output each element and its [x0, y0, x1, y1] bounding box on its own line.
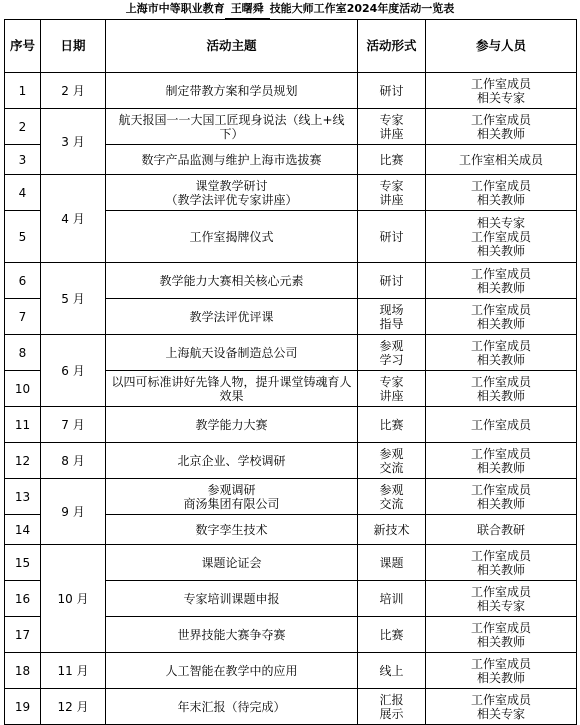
table-row: [5, 653, 577, 689]
table-header-row: [5, 20, 577, 73]
cell-people: 工作室成员 相关教师: [426, 653, 577, 689]
header-no: 序号: [5, 20, 41, 73]
cell-topic: 世界技能大赛争夺赛: [106, 617, 358, 653]
cell-no: 15: [5, 545, 41, 581]
cell-people: 工作室成员 相关教师: [426, 109, 577, 145]
cell-form: 研讨: [358, 263, 426, 299]
cell-topic: 人工智能在教学中的应用: [106, 653, 358, 689]
title-prefix: 上海市中等职业教育: [125, 2, 225, 15]
cell-no: 10: [5, 371, 41, 407]
cell-people: 工作室成员: [426, 407, 577, 443]
cell-people: 工作室成员 相关专家: [426, 73, 577, 109]
cell-date: 4 月: [41, 175, 106, 263]
cell-no: 12: [5, 443, 41, 479]
cell-form: 研讨: [358, 73, 426, 109]
cell-form: 现场 指导: [358, 299, 426, 335]
cell-people: 工作室相关成员: [426, 145, 577, 175]
title-year: 2024: [346, 2, 378, 15]
cell-people: 工作室成员 相关教师: [426, 617, 577, 653]
title-middle: 技能大师工作室: [269, 2, 347, 15]
cell-no: 19: [5, 689, 41, 725]
cell-people: 工作室成员 相关教师: [426, 299, 577, 335]
cell-date: 12 月: [41, 689, 106, 725]
cell-topic: 年末汇报（待完成）: [106, 689, 358, 725]
cell-form: 比赛: [358, 145, 426, 175]
cell-form: 专家 讲座: [358, 109, 426, 145]
table-row: [5, 263, 577, 299]
cell-no: 18: [5, 653, 41, 689]
document-title: [0, 0, 580, 18]
cell-people: 工作室成员 相关专家: [426, 581, 577, 617]
table-row: [5, 73, 577, 109]
cell-form: 专家 讲座: [358, 371, 426, 407]
cell-form: 参观 交流: [358, 443, 426, 479]
cell-no: 14: [5, 515, 41, 545]
cell-date: 11 月: [41, 653, 106, 689]
cell-no: 4: [5, 175, 41, 211]
cell-date: 7 月: [41, 407, 106, 443]
header-topic: 活动主题: [106, 20, 358, 73]
cell-people: 联合教研: [426, 515, 577, 545]
cell-topic: 教学能力大赛相关核心元素: [106, 263, 358, 299]
cell-no: 13: [5, 479, 41, 515]
cell-form: 参观 交流: [358, 479, 426, 515]
cell-topic: 以四可标准讲好先锋人物，提升课堂铸魂育人效果: [106, 371, 358, 407]
cell-date: 9 月: [41, 479, 106, 545]
cell-topic: 课堂教学研讨 （教学法评优专家讲座）: [106, 175, 358, 211]
header-date: 日期: [41, 20, 106, 73]
cell-people: 工作室成员 相关教师: [426, 263, 577, 299]
cell-topic: 专家培训课题申报: [106, 581, 358, 617]
table-row: [5, 545, 577, 581]
cell-form: 研讨: [358, 211, 426, 263]
header-people: 参与人员: [426, 20, 577, 73]
cell-people: 相关专家 工作室成员 相关教师: [426, 211, 577, 263]
cell-date: 6 月: [41, 335, 106, 407]
cell-date: 10 月: [41, 545, 106, 653]
cell-people: 工作室成员 相关教师: [426, 175, 577, 211]
table-row: [5, 689, 577, 725]
title-name: 王曙舜: [225, 0, 270, 19]
table-row: [5, 109, 577, 145]
cell-no: 1: [5, 73, 41, 109]
cell-date: 3 月: [41, 109, 106, 175]
cell-date: 2 月: [41, 73, 106, 109]
cell-people: 工作室成员 相关教师: [426, 443, 577, 479]
activity-table: [4, 19, 577, 725]
header-form: 活动形式: [358, 20, 426, 73]
cell-form: 比赛: [358, 617, 426, 653]
cell-form: 课题: [358, 545, 426, 581]
table-row: [5, 479, 577, 515]
cell-no: 5: [5, 211, 41, 263]
cell-no: 16: [5, 581, 41, 617]
cell-people: 工作室成员 相关教师: [426, 371, 577, 407]
cell-no: 17: [5, 617, 41, 653]
cell-people: 工作室成员 相关教师: [426, 545, 577, 581]
cell-form: 汇报 展示: [358, 689, 426, 725]
title-suffix: 年度活动一览表: [377, 2, 455, 15]
cell-topic: 北京企业、学校调研: [106, 443, 358, 479]
cell-topic: 教学能力大赛: [106, 407, 358, 443]
cell-topic: 上海航天设备制造总公司: [106, 335, 358, 371]
cell-date: 8 月: [41, 443, 106, 479]
cell-people: 工作室成员 相关教师: [426, 335, 577, 371]
cell-form: 专家 讲座: [358, 175, 426, 211]
cell-topic: 工作室揭牌仪式: [106, 211, 358, 263]
cell-no: 3: [5, 145, 41, 175]
cell-no: 11: [5, 407, 41, 443]
table-row: [5, 443, 577, 479]
cell-topic: 制定带教方案和学员规划: [106, 73, 358, 109]
cell-topic: 课题论证会: [106, 545, 358, 581]
cell-date: 5 月: [41, 263, 106, 335]
cell-no: 2: [5, 109, 41, 145]
cell-no: 6: [5, 263, 41, 299]
cell-form: 参观 学习: [358, 335, 426, 371]
cell-topic: 参观调研 商汤集团有限公司: [106, 479, 358, 515]
cell-people: 工作室成员 相关教师: [426, 479, 577, 515]
cell-form: 新技术: [358, 515, 426, 545]
cell-form: 比赛: [358, 407, 426, 443]
cell-topic: 数字产品监测与维护上海市选拔赛: [106, 145, 358, 175]
table-row: [5, 407, 577, 443]
cell-topic: 数字孪生技术: [106, 515, 358, 545]
table-row: [5, 335, 577, 371]
cell-form: 线上: [358, 653, 426, 689]
cell-form: 培训: [358, 581, 426, 617]
cell-topic: 教学法评优评课: [106, 299, 358, 335]
cell-topic: 航天报国一一大国工匠现身说法（线上+线下）: [106, 109, 358, 145]
cell-people: 工作室成员 相关专家: [426, 689, 577, 725]
cell-no: 8: [5, 335, 41, 371]
table-row: [5, 175, 577, 211]
cell-no: 7: [5, 299, 41, 335]
